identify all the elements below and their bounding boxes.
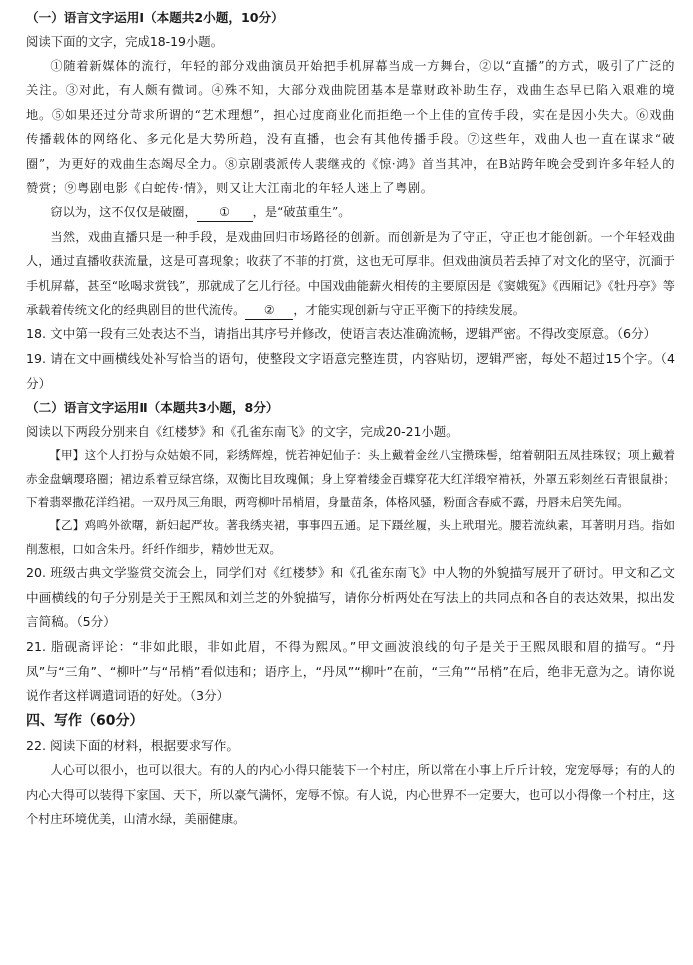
passage-paragraph-2: [26, 200, 675, 224]
passage-paragraph-3: [26, 225, 675, 323]
question-20: 20. 班级古典文学鉴赏交流会上，同学们对《红楼梦》和《孔雀东南飞》中人物的外貌描写展开了研讨。甲文和乙文中画横线的句子分别是关于王熙凤和刘兰芝的外貌描写，请你分析两处在写法上的共同点和各自的表达效果，拟出发言简稿。（5分）: [26, 565, 675, 630]
question-18: 18. 文中第一段有三处表达不当，请指出其序号并修改，使语言表达准确流畅，逻辑严密。不得改变原意。（6分）: [26, 326, 657, 342]
section-4-title: 四、写作（60分）: [26, 712, 144, 729]
section-1-instruction: 阅读下面的文字，完成18-19小题。: [26, 34, 224, 49]
section-2-title: （二）语言文字运用Ⅱ（本题共3小题，8分）: [26, 400, 279, 416]
paragraph-2-text-a: 窃以为，这不仅仅是破圈，: [50, 205, 197, 220]
paragraph-3-text-b: ，才能实现创新与守正平衡下的持续发展。: [293, 303, 525, 318]
blank-2: ②: [245, 301, 293, 320]
question-19: 19. 请在文中画横线处补写恰当的语句，使整段文字语意完整连贯，内容贴切，逻辑严密，每处不超过15个字。（4分）: [26, 351, 675, 391]
excerpt-jia: 【甲】这个人打扮与众姑娘不同，彩绣辉煌，恍若神妃仙子：头上戴着金丝八宝攒珠髻，绾着朝阳五凤挂珠钗；项上戴着赤金盘螭璎珞圈；裙边系着豆绿宫绦，双衡比目玫瑰佩；身上穿着缕金百蝶穿花大红洋缎窄褃袄，外罩五彩刻丝石青银鼠褂；下着翡翠撒花洋绉裙。一双丹凤三角眼，两弯柳叶吊梢眉，身量苗条，体格风骚，粉面含春威不露，丹唇未启笑先闻。: [26, 448, 675, 510]
question-22: 22. 阅读下面的材料，根据要求写作。: [26, 737, 239, 753]
excerpt-yi: 【乙】鸡鸣外欲曙，新妇起严妆。著我绣夹裙，事事四五通。足下蹑丝履，头上玳瑁光。腰若流纨素，耳著明月珰。指如削葱根，口如含朱丹。纤纤作细步，精妙世无双。: [26, 518, 675, 556]
section-1-title: （一）语言文字运用Ⅰ（本题共2小题，10分）: [26, 10, 284, 25]
paragraph-3-text-a: 当然，戏曲直播只是一种手段，是戏曲回归市场路径的创新。而创新是为了守正，守正也才能创新。一个年轻戏曲人，通过直播收获流量，这是可喜现象；收获了不菲的打赏，这也无可厚非。但戏曲演员若丢掉了对文化的坚守，沉湎于手机屏幕，甚至“吆喝求赏钱”，那就成了乞儿行径。中国戏曲能薪火相传的主要原因是《窦娥冤》《西厢记》《牡丹亭》等承载着传统文化的经典剧目的世代流传。: [26, 229, 675, 318]
passage-paragraph-1: ①随着新媒体的流行，年轻的部分戏曲演员开始把手机屏幕当成一方舞台，②以“直播”的方式，吸引了广泛的关注。③对此，有人颇有微词。④殊不知，大部分戏曲院团基本是靠财政补助生存，戏曲生态早已陷入艰难的境地。⑤如果还过分苛求所谓的“艺术理想”，担心过度商业化而拒绝一个上佳的宣传手段，实在是因小失大。⑥戏曲传播载体的网络化、多元化是大势所趋，没有直播，也会有其他传播手段。⑦这些年，戏曲人也一直在谋求“破圈”，为更好的戏曲生态竭尽全力。⑧京剧裘派传人裴继戎的《惊·鸿》首当其冲，在B站跨年晚会受到许多年轻人的赞赏；⑨粤剧电影《白蛇传·情》，则又让大江南北的年轻人迷上了粤剧。: [26, 59, 675, 196]
paragraph-2-text-b: ，是“破茧重生”。: [252, 205, 351, 220]
blank-1: ①: [197, 203, 253, 222]
question-21: 21. 脂砚斋评论：“非如此眼，非如此眉，不得为熙凤。”甲文画波浪线的句子是关于王熙凤眼和眉的描写。“丹凤”与“三角”、“柳叶”与“吊梢”看似违和；语序上，“丹凤”“柳叶”在前，“三角”“吊梢”在后，绝非无意为之。请你说说作者这样调遣词语的好处。（3分）: [26, 639, 675, 704]
writing-material: 人心可以很小，也可以很大。有的人的内心小得只能装下一个村庄，所以常在小事上斤斤计较，宠宠辱辱；有的人的内心大得可以装得下家国、天下，所以豪气满怀，宠辱不惊。有人说，内心世界不一定要大，也可以小得像一个村庄，这个村庄环境优美，山清水绿，美丽健康。: [26, 763, 675, 827]
section-2-instruction: 阅读以下两段分别来自《红楼梦》和《孔雀东南飞》的文字，完成20-21小题。: [26, 424, 459, 440]
